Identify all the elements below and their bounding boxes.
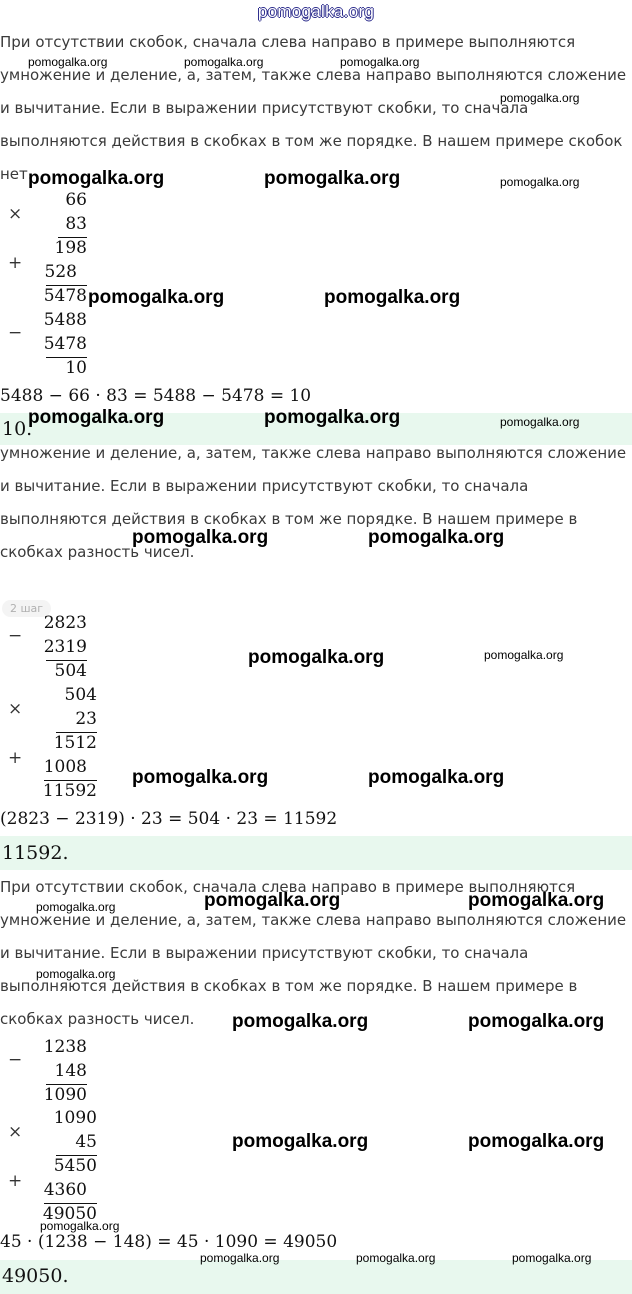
partial-product-1: 5450	[53, 1156, 97, 1176]
watermark: pomogalka.org	[88, 287, 225, 308]
answer-3: 49050.	[2, 1265, 69, 1287]
watermark: pomogalka.org	[468, 890, 605, 911]
plus-sign: +	[8, 748, 23, 768]
multiply-sign: ×	[8, 1122, 23, 1142]
watermark: pomogalka.org	[500, 91, 580, 105]
watermark: pomogalka.org	[340, 55, 420, 69]
partial-product-1: 1512	[53, 733, 97, 753]
watermark: pomogalka.org	[36, 967, 116, 981]
watermark: pomogalka.org	[368, 767, 505, 788]
partial-product-2: 4360	[43, 1180, 87, 1200]
minuend: 1238	[43, 1037, 87, 1057]
watermark: pomogalka.org	[132, 527, 269, 548]
minuend: 5488	[43, 310, 87, 330]
subtrahend: 148	[54, 1061, 87, 1081]
partial-product-2: 528	[44, 262, 77, 282]
site-logo[interactable]: pomogalka.org	[257, 2, 375, 21]
watermark: pomogalka.org	[28, 407, 165, 428]
factor-b: 83	[65, 214, 87, 234]
difference: 1090	[43, 1085, 87, 1105]
answer-box-2	[0, 836, 632, 870]
watermark: pomogalka.org	[484, 648, 564, 662]
answer-2: 11592.	[2, 842, 69, 864]
partial-product-2: 1008	[43, 757, 87, 777]
factor-b: 23	[75, 709, 97, 729]
product-result: 5478	[43, 286, 87, 306]
answer-1: 10.	[2, 418, 33, 440]
minus-sign: −	[8, 1050, 23, 1070]
watermark: pomogalka.org	[40, 1219, 120, 1233]
watermark: pomogalka.org	[232, 1131, 369, 1152]
equation-line-2: (2823 − 2319) · 23 = 504 · 23 = 11592	[0, 809, 338, 829]
minus-sign: −	[8, 323, 23, 343]
factor-a: 504	[64, 685, 97, 705]
plus-sign: +	[8, 1171, 23, 1191]
plus-sign: +	[8, 253, 23, 273]
difference: 10	[65, 358, 87, 378]
factor-b: 45	[75, 1132, 97, 1152]
product-result: 11592	[42, 781, 97, 801]
minuend: 2823	[43, 613, 87, 633]
watermark: pomogalka.org	[512, 1251, 592, 1265]
watermark: pomogalka.org	[204, 890, 341, 911]
watermark: pomogalka.org	[468, 1131, 605, 1152]
watermark: pomogalka.org	[200, 1251, 280, 1265]
watermark: pomogalka.org	[184, 55, 264, 69]
difference: 504	[54, 661, 87, 681]
watermark: pomogalka.org	[232, 1011, 369, 1032]
multiply-sign: ×	[8, 204, 23, 224]
partial-product-1: 198	[54, 238, 87, 258]
subtrahend: 5478	[43, 334, 87, 354]
explanation-paragraph-1: При отсутствии скобок, сначала слева направо в примере выполняются умножение и деление, а, затем, также слева направо выполняются сложение и вычитание. Если в выражении присутствуют скобки, то сначала выполняются действия в скобках в том же порядке. В нашем примере скобок нет.	[0, 33, 627, 183]
equation-line-1: 5488 − 66 · 83 = 5488 − 5478 = 10	[0, 386, 312, 406]
watermark: pomogalka.org	[368, 527, 505, 548]
watermark: pomogalka.org	[468, 1011, 605, 1032]
watermark: pomogalka.org	[324, 287, 461, 308]
factor-a: 66	[65, 190, 87, 210]
equation-line-3: 45 · (1238 − 148) = 45 · 1090 = 49050	[0, 1232, 338, 1252]
watermark: pomogalka.org	[28, 168, 165, 189]
step-badge: 2 шаг	[2, 600, 51, 617]
watermark: pomogalka.org	[132, 767, 269, 788]
factor-a: 1090	[53, 1108, 97, 1128]
minus-sign: −	[8, 626, 23, 646]
watermark: pomogalka.org	[264, 407, 401, 428]
explanation-paragraph-3: При отсутствии скобок, сначала слева направо в примере выполняются умножение и деление, а, затем, также слева направо выполняются сложение и вычитание. Если в выражении присутствуют скобки, то сначала выполняются действия в скобках в том же порядке. В нашем примере в скобках разность чисел.	[0, 878, 627, 1028]
subtrahend: 2319	[43, 637, 87, 657]
explanation-paragraph-2: умножение и деление, а, затем, также слева направо выполняются сложение и вычитание. Если в выражении присутствуют скобки, то сначала выполняются действия в скобках в том же порядке. В нашем примере в скобках разность чисел.	[0, 444, 627, 561]
answer-box-3	[0, 1260, 632, 1294]
watermark: pomogalka.org	[356, 1251, 436, 1265]
multiply-sign: ×	[8, 699, 23, 719]
watermark: pomogalka.org	[500, 175, 580, 189]
watermark: pomogalka.org	[264, 168, 401, 189]
watermark: pomogalka.org	[28, 55, 108, 69]
watermark: pomogalka.org	[248, 647, 385, 668]
watermark: pomogalka.org	[36, 900, 116, 914]
watermark: pomogalka.org	[500, 415, 580, 429]
product-result: 49050	[42, 1204, 97, 1224]
